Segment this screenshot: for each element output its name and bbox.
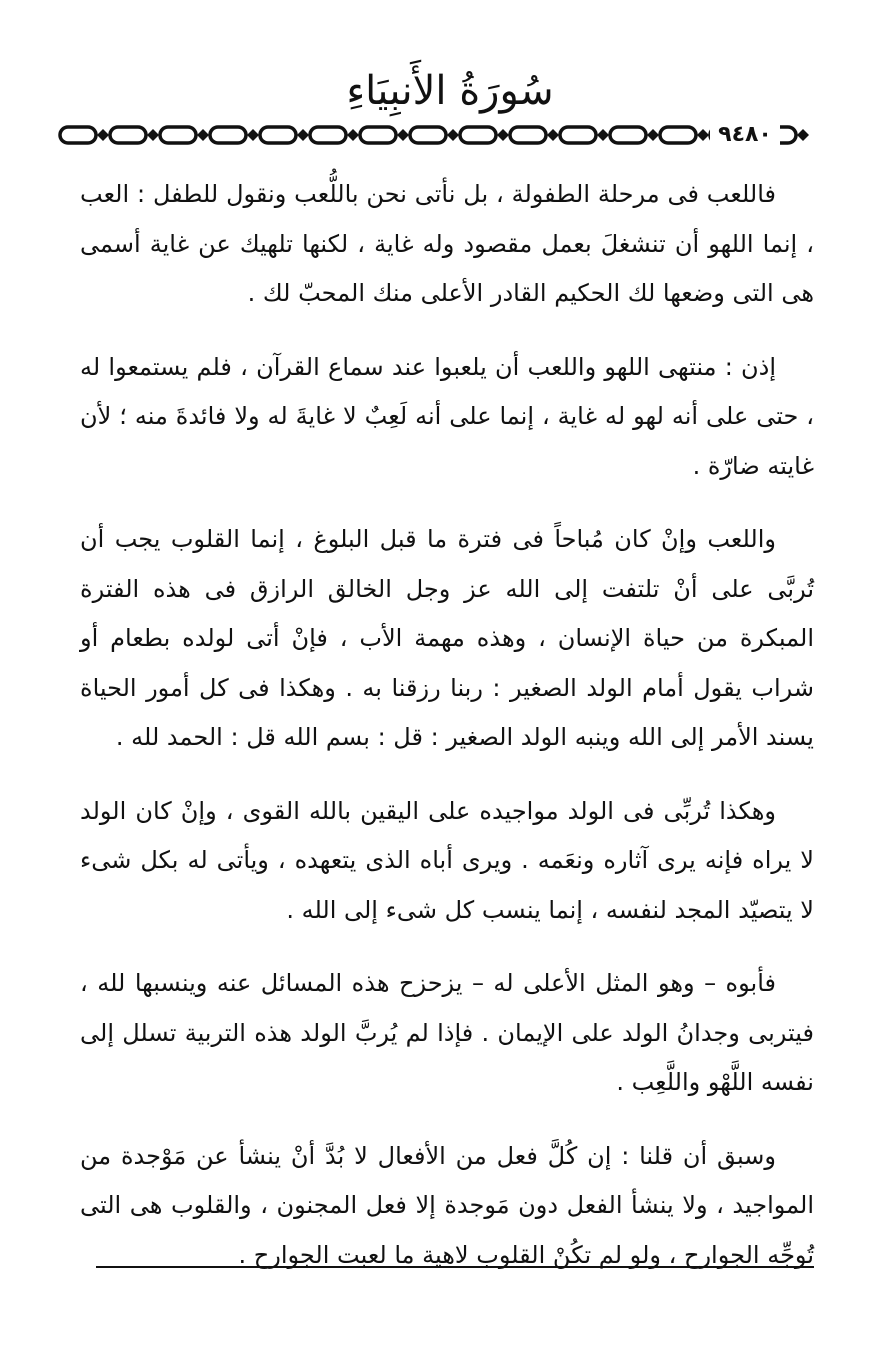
paragraph-1: فاللعب فى مرحلة الطفولة ، بل نأتى نحن باللُّعب ونقول للطفل : العب ، إنما اللهو أن تنشغلَ بعمل مقصود وله غاية ، لكنها تلهيك عن غاية أسمى هى التى وضعها لك الحكيم القادر الأعلى منك المحبّ لك . — [80, 180, 814, 307]
chain-diamond — [447, 129, 459, 141]
paragraph-3: واللعب وإنْ كان مُباحاً فى فترة ما قبل البلوغ ، إنما القلوب يجب أن تُربَّى على أنْ تلتفت إلى الله عز وجل الخالق الرازق فى هذه الفترة المبكرة من حياة الإنسان ، وهذه مهمة الأب ، فإنْ أتى لولده بطعام أو شراب يقول أمام الولد الصغير : ربنا رزقنا به . وهكذا فى كل أمور الحياة يسند الأمر إلى الله وينبه الولد الصغير : قل : بسم الله قل : الحمد لله . — [80, 525, 814, 751]
chain-diamond — [797, 129, 809, 141]
chain-link — [260, 127, 296, 143]
chain-diamond — [97, 129, 109, 141]
chain-diamond — [697, 129, 709, 141]
chain-link — [110, 127, 146, 143]
chain-link — [660, 127, 696, 143]
body-text — [80, 170, 814, 1304]
chain-diamond — [347, 129, 359, 141]
chain-link — [410, 127, 446, 143]
chain-diamond — [247, 129, 259, 141]
chain-link — [560, 127, 596, 143]
chain-link — [210, 127, 246, 143]
paragraph-5: فأبوه – وهو المثل الأعلى له – يزحزح هذه المسائل عنه وينسبها لله ، فيتربى وجدانُ الولد على الإيمان . فإذا لم يُربَّ الولد هذه التربية تسلل إلى نفسه اللَّهْو واللَّعِب . — [80, 969, 814, 1096]
chain-diamond — [547, 129, 559, 141]
chain-diamond — [297, 129, 309, 141]
chain-diamond — [497, 129, 509, 141]
chain-diamond — [397, 129, 409, 141]
surah-title: سُورَةُ الأَنبِيَاءِ — [346, 68, 554, 114]
chain-link — [60, 127, 96, 143]
page-number: ٩٤٨٠ — [710, 118, 780, 152]
footer-divider — [96, 1266, 814, 1268]
paragraph-2: إذن : منتهى اللهو واللعب أن يلعبوا عند سماع القرآن ، فلم يستمعوا له ، حتى على أنه لهو له غاية ، إنما على أنه لَعِبٌ لا غايةَ له ولا فائدةَ منه ؛ لأن غايته ضارّة . — [80, 352, 814, 480]
chain-diamond — [147, 129, 159, 141]
paragraph-4: وهكذا تُربِّى فى الولد مواجيده على اليقين بالله القوى ، وإنْ كان الولد لا يراه فإنه يرى آثاره ونعَمه . ويرى أباه الذى يتعهده ، ويأتى له بكل شىء لا يتصيّد المجد لنفسه ، إنما ينسب كل شىء إلى الله . — [80, 796, 814, 924]
chain-link — [360, 127, 396, 143]
chain-diamond — [197, 129, 209, 141]
chain-link — [310, 127, 346, 143]
chain-diamond — [647, 129, 659, 141]
chain-diamond — [597, 129, 609, 141]
chain-link — [460, 127, 496, 143]
chain-link — [160, 127, 196, 143]
chain-link — [610, 127, 646, 143]
paragraph-6: وسبق أن قلنا : إن كُلَّ فعل من الأفعال لا بُدَّ أنْ ينشأ عن مَوْجدة من المواجيد ، ولا ينشأ الفعل دون مَوجدة إلا فعل المجنون ، والقلوب هى التى تُوجِّه الجوارح ، ولو لم تكُنْ القلوب لاهية ما لعبت الجوارح . — [80, 1141, 814, 1269]
chain-link — [510, 127, 546, 143]
